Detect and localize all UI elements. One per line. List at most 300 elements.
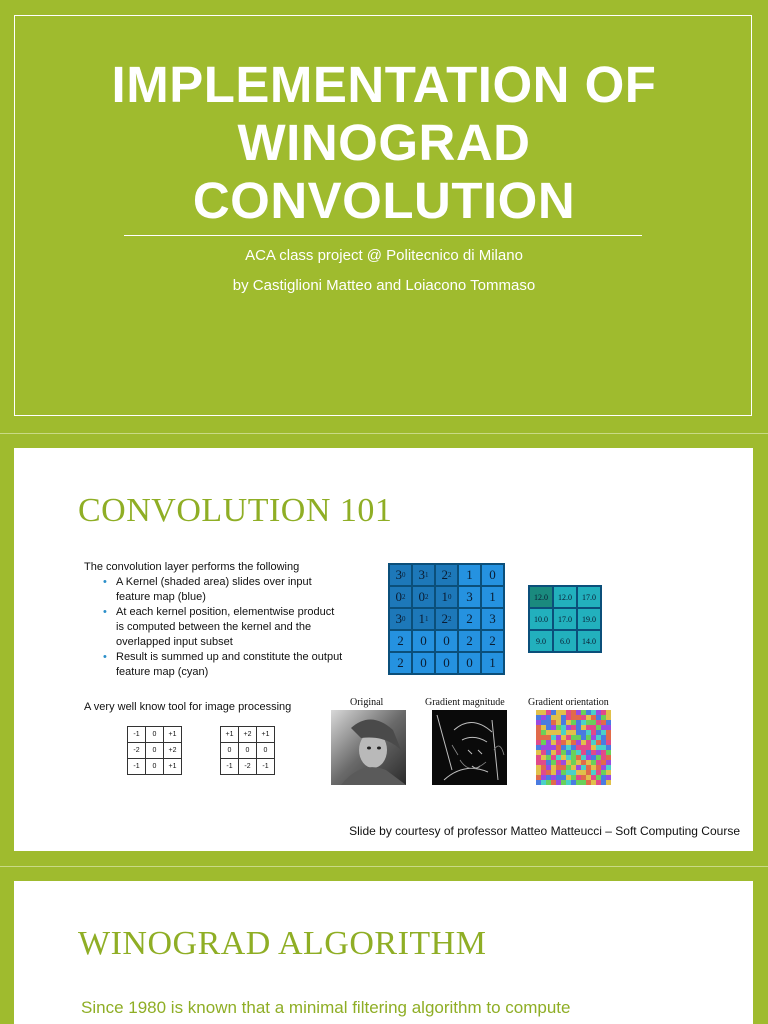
noise-pixel — [591, 715, 596, 720]
input-cell: 3 — [458, 586, 481, 608]
input-cell: 1 0 — [435, 586, 458, 608]
noise-pixel — [551, 780, 556, 785]
noise-pixel — [546, 780, 551, 785]
noise-pixel — [596, 725, 601, 730]
noise-pixel — [606, 775, 611, 780]
noise-pixel — [581, 770, 586, 775]
noise-pixel — [596, 765, 601, 770]
bullet-item: • Result is summed up and constitute the output feature map (cyan) — [116, 650, 344, 680]
noise-pixel — [556, 720, 561, 725]
noise-pixel — [601, 760, 606, 765]
noise-pixel — [571, 770, 576, 775]
noise-pixel — [571, 775, 576, 780]
noise-pixel — [591, 730, 596, 735]
noise-pixel — [601, 730, 606, 735]
input-cell: 0 — [458, 652, 481, 674]
noise-pixel — [591, 720, 596, 725]
noise-pixel — [581, 730, 586, 735]
input-cell: 0 — [481, 564, 504, 586]
input-cell: 0 2 — [412, 586, 435, 608]
noise-pixel — [546, 730, 551, 735]
bullet-item: • A Kernel (shaded area) slides over input feature map (blue) — [116, 575, 344, 605]
noise-pixel — [591, 710, 596, 715]
noise-pixel — [566, 770, 571, 775]
noise-pixel — [541, 725, 546, 730]
noise-pixel — [546, 760, 551, 765]
noise-pixel — [591, 755, 596, 760]
noise-pixel — [581, 760, 586, 765]
noise-pixel — [546, 775, 551, 780]
noise-pixel — [556, 740, 561, 745]
noise-pixel — [551, 765, 556, 770]
noise-pixel — [556, 765, 561, 770]
noise-pixel — [541, 710, 546, 715]
noise-pixel — [561, 770, 566, 775]
input-cell: 2 — [389, 652, 412, 674]
noise-pixel — [576, 780, 581, 785]
noise-pixel — [601, 745, 606, 750]
input-cell: 3 0 — [389, 564, 412, 586]
noise-pixel — [546, 740, 551, 745]
authors: by Castiglioni Matteo and Loiacono Tommaso — [232, 277, 536, 294]
output-cell: 9.0 — [529, 630, 553, 652]
title-line-2: WINOGRAD — [237, 114, 531, 171]
noise-pixel — [596, 770, 601, 775]
noise-pixel — [606, 740, 611, 745]
noise-pixel — [576, 750, 581, 755]
noise-pixel — [571, 750, 576, 755]
noise-pixel — [561, 760, 566, 765]
noise-pixel — [591, 735, 596, 740]
noise-pixel — [571, 755, 576, 760]
input-cell: 2 — [458, 630, 481, 652]
output-cell: 17.0 — [577, 586, 601, 608]
noise-pixel — [546, 765, 551, 770]
kernel-cell: -2 — [239, 759, 257, 775]
noise-pixel — [566, 725, 571, 730]
noise-pixel — [586, 740, 591, 745]
noise-pixel — [571, 760, 576, 765]
output-cell: 14.0 — [577, 630, 601, 652]
noise-pixel — [536, 745, 541, 750]
noise-pixel — [536, 765, 541, 770]
noise-pixel — [601, 755, 606, 760]
noise-pixel — [596, 735, 601, 740]
noise-pixel — [566, 715, 571, 720]
noise-pixel — [576, 710, 581, 715]
noise-pixel — [571, 740, 576, 745]
kernel-cell: -1 — [128, 759, 146, 775]
noise-pixel — [586, 715, 591, 720]
input-cell: 0 — [435, 630, 458, 652]
noise-pixel — [561, 730, 566, 735]
noise-pixel — [546, 710, 551, 715]
caption-gradient-orientation: Gradient orientation — [528, 697, 609, 708]
noise-pixel — [561, 755, 566, 760]
noise-pixel — [591, 765, 596, 770]
noise-pixel — [561, 780, 566, 785]
noise-pixel — [551, 730, 556, 735]
noise-pixel — [566, 775, 571, 780]
noise-pixel — [536, 725, 541, 730]
noise-pixel — [586, 760, 591, 765]
title-divider — [124, 235, 642, 236]
output-cell: 12.0 — [553, 586, 577, 608]
noise-pixel — [596, 750, 601, 755]
noise-pixel — [566, 710, 571, 715]
input-cell: 0 — [412, 652, 435, 674]
noise-pixel — [596, 720, 601, 725]
noise-pixel — [561, 740, 566, 745]
noise-pixel — [591, 745, 596, 750]
noise-pixel — [546, 735, 551, 740]
noise-pixel — [541, 770, 546, 775]
sobel-kernel-x — [127, 726, 182, 775]
noise-pixel — [536, 770, 541, 775]
noise-pixel — [541, 720, 546, 725]
noise-pixel — [536, 715, 541, 720]
noise-pixel — [556, 770, 561, 775]
noise-pixel — [576, 770, 581, 775]
noise-pixel — [556, 730, 561, 735]
noise-pixel — [596, 710, 601, 715]
input-cell: 1 — [481, 652, 504, 674]
original-image — [331, 710, 406, 785]
noise-pixel — [601, 715, 606, 720]
noise-pixel — [596, 740, 601, 745]
input-cell: 3 — [481, 608, 504, 630]
noise-pixel — [541, 780, 546, 785]
noise-pixel — [586, 750, 591, 755]
kernel-cell: 0 — [221, 743, 239, 759]
noise-pixel — [541, 745, 546, 750]
input-cell: 2 — [458, 608, 481, 630]
noise-pixel — [546, 720, 551, 725]
noise-pixel — [561, 775, 566, 780]
noise-pixel — [596, 715, 601, 720]
noise-pixel — [576, 725, 581, 730]
noise-pixel — [601, 720, 606, 725]
kernel-cell: -2 — [128, 743, 146, 759]
convolution-description — [84, 560, 344, 680]
noise-pixel — [551, 775, 556, 780]
noise-pixel — [581, 735, 586, 740]
input-cell: 0 — [412, 630, 435, 652]
noise-pixel — [591, 740, 596, 745]
noise-pixel — [556, 750, 561, 755]
noise-pixel — [566, 760, 571, 765]
kernel-cell: 0 — [146, 759, 164, 775]
noise-pixel — [571, 735, 576, 740]
noise-pixel — [561, 745, 566, 750]
noise-pixel — [551, 760, 556, 765]
noise-pixel — [586, 780, 591, 785]
noise-pixel — [556, 710, 561, 715]
noise-pixel — [581, 775, 586, 780]
noise-pixel — [541, 735, 546, 740]
noise-pixel — [546, 715, 551, 720]
kernel-row — [221, 743, 275, 759]
noise-pixel — [561, 765, 566, 770]
noise-pixel — [586, 735, 591, 740]
noise-pixel — [551, 725, 556, 730]
noise-pixel — [576, 740, 581, 745]
noise-pixel — [551, 755, 556, 760]
kernel-row — [221, 727, 275, 743]
caption-gradient-magnitude: Gradient magnitude — [425, 697, 505, 708]
noise-pixel — [551, 715, 556, 720]
noise-pixel — [551, 750, 556, 755]
noise-pixel — [581, 740, 586, 745]
noise-pixel — [551, 745, 556, 750]
noise-pixel — [586, 720, 591, 725]
noise-pixel — [536, 775, 541, 780]
noise-pixel — [566, 765, 571, 770]
noise-pixel — [601, 735, 606, 740]
noise-pixel — [556, 715, 561, 720]
output-cell: 10.0 — [529, 608, 553, 630]
noise-pixel — [601, 725, 606, 730]
kernel-cell: +1 — [221, 727, 239, 743]
noise-pixel — [586, 775, 591, 780]
noise-pixel — [606, 710, 611, 715]
credit-note: Slide by courtesy of professor Matteo Matteucci – Soft Computing Course — [349, 824, 740, 838]
noise-pixel — [551, 720, 556, 725]
noise-pixel — [576, 775, 581, 780]
input-cell: 2 — [389, 630, 412, 652]
slide-separator — [0, 433, 768, 434]
winograd-slide — [14, 881, 753, 1024]
input-cell: 2 2 — [435, 564, 458, 586]
noise-pixel — [576, 715, 581, 720]
kernel-cell: +1 — [164, 759, 182, 775]
kernel-cell: +1 — [164, 727, 182, 743]
input-cell: 0 — [435, 652, 458, 674]
noise-pixel — [571, 730, 576, 735]
noise-pixel — [586, 755, 591, 760]
kernel-cell: 0 — [239, 743, 257, 759]
noise-pixel — [551, 735, 556, 740]
noise-pixel — [546, 725, 551, 730]
noise-pixel — [576, 735, 581, 740]
input-cell: 1 — [458, 564, 481, 586]
noise-pixel — [606, 730, 611, 735]
slide-heading: CONVOLUTION 101 — [78, 492, 393, 529]
noise-pixel — [576, 765, 581, 770]
noise-pixel — [606, 745, 611, 750]
noise-pixel — [606, 755, 611, 760]
title-line-3: CONVOLUTION — [192, 172, 576, 229]
kernel-cell: -1 — [257, 759, 275, 775]
gradient-orientation-image — [536, 710, 611, 785]
noise-pixel — [581, 765, 586, 770]
noise-pixel — [536, 760, 541, 765]
noise-pixel — [581, 745, 586, 750]
input-feature-map — [388, 563, 505, 675]
noise-pixel — [601, 775, 606, 780]
intro-text: The convolution layer performs the following — [84, 561, 300, 573]
noise-pixel — [581, 780, 586, 785]
noise-pixel — [601, 780, 606, 785]
noise-pixel — [551, 740, 556, 745]
noise-pixel — [581, 755, 586, 760]
noise-pixel — [606, 735, 611, 740]
noise-pixel — [601, 750, 606, 755]
noise-pixel — [541, 715, 546, 720]
noise-pixel — [606, 715, 611, 720]
noise-pixel — [571, 780, 576, 785]
noise-pixel — [591, 725, 596, 730]
slide-heading: WINOGRAD ALGORITHM — [78, 925, 487, 962]
noise-pixel — [591, 780, 596, 785]
noise-pixel — [566, 735, 571, 740]
noise-pixel — [571, 720, 576, 725]
noise-pixel — [571, 725, 576, 730]
noise-pixel — [561, 715, 566, 720]
noise-pixel — [601, 710, 606, 715]
noise-pixel — [536, 710, 541, 715]
input-cell: 2 — [481, 630, 504, 652]
noise-pixel — [586, 770, 591, 775]
noise-pixel — [536, 735, 541, 740]
output-feature-map — [528, 585, 602, 653]
noise-pixel — [581, 720, 586, 725]
noise-pixel — [546, 745, 551, 750]
kernel-row — [221, 759, 275, 775]
noise-pixel — [586, 725, 591, 730]
noise-pixel — [536, 720, 541, 725]
noise-pixel — [606, 770, 611, 775]
noise-pixel — [601, 740, 606, 745]
kernel-row — [128, 743, 182, 759]
noise-pixel — [571, 745, 576, 750]
input-cell: 0 2 — [389, 586, 412, 608]
bullet-item: • At each kernel position, elementwise product is computed between the kernel and the overlapped input subset — [116, 605, 344, 650]
noise-pixel — [591, 775, 596, 780]
noise-pixel — [606, 750, 611, 755]
noise-pixel — [556, 780, 561, 785]
slide-title — [30, 56, 738, 230]
noise-pixel — [581, 715, 586, 720]
noise-pixel — [596, 775, 601, 780]
noise-pixel — [556, 760, 561, 765]
noise-pixel — [566, 720, 571, 725]
noise-pixel — [591, 750, 596, 755]
noise-pixel — [571, 715, 576, 720]
noise-pixel — [606, 725, 611, 730]
input-cell: 3 0 — [389, 608, 412, 630]
noise-pixel — [566, 730, 571, 735]
noise-pixel — [571, 710, 576, 715]
noise-pixel — [556, 735, 561, 740]
noise-pixel — [541, 760, 546, 765]
noise-pixel — [551, 770, 556, 775]
slide-separator — [0, 866, 768, 867]
noise-pixel — [581, 750, 586, 755]
noise-pixel — [571, 765, 576, 770]
noise-pixel — [586, 745, 591, 750]
noise-pixel — [596, 780, 601, 785]
noise-pixel — [541, 750, 546, 755]
subtitle: ACA class project @ Politecnico di Milano — [245, 247, 523, 264]
kernel-cell: 0 — [257, 743, 275, 759]
noise-pixel — [606, 765, 611, 770]
noise-pixel — [581, 710, 586, 715]
noise-pixel — [606, 760, 611, 765]
kernel-row — [128, 759, 182, 775]
slide-body-text: Since 1980 is known that a minimal filtering algorithm to compute — [81, 998, 571, 1017]
noise-pixel — [566, 740, 571, 745]
noise-pixel — [556, 745, 561, 750]
noise-pixel — [556, 775, 561, 780]
kernel-cell: +2 — [239, 727, 257, 743]
noise-pixel — [561, 710, 566, 715]
noise-pixel — [596, 755, 601, 760]
output-cell: 6.0 — [553, 630, 577, 652]
noise-pixel — [586, 765, 591, 770]
output-cell: 12.0 — [529, 586, 553, 608]
noise-pixel — [606, 780, 611, 785]
noise-pixel — [586, 730, 591, 735]
noise-pixel — [576, 755, 581, 760]
kernel-cell: 0 — [146, 743, 164, 759]
noise-pixel — [601, 770, 606, 775]
noise-pixel — [546, 755, 551, 760]
bullet-list — [84, 575, 344, 680]
title-slide — [0, 0, 768, 432]
noise-pixel — [541, 765, 546, 770]
noise-pixel — [596, 745, 601, 750]
noise-pixel — [596, 760, 601, 765]
noise-pixel — [566, 755, 571, 760]
output-cell: 19.0 — [577, 608, 601, 630]
kernel-cell: +1 — [257, 727, 275, 743]
gradient-magnitude-image — [432, 710, 507, 785]
noise-pixel — [586, 710, 591, 715]
sobel-kernel-y — [220, 726, 275, 775]
noise-pixel — [556, 755, 561, 760]
title-line-1: IMPLEMENTATION OF — [111, 56, 657, 113]
input-cell: 1 1 — [412, 608, 435, 630]
noise-pixel — [581, 725, 586, 730]
kernel-cell: -1 — [221, 759, 239, 775]
noise-pixel — [566, 750, 571, 755]
noise-pixel — [561, 720, 566, 725]
noise-pixel — [576, 760, 581, 765]
output-cell: 17.0 — [553, 608, 577, 630]
convolution-slide — [14, 448, 753, 851]
noise-pixel — [541, 730, 546, 735]
noise-pixel — [576, 720, 581, 725]
noise-pixel — [546, 770, 551, 775]
noise-pixel — [536, 730, 541, 735]
noise-pixel — [591, 760, 596, 765]
noise-pixel — [576, 745, 581, 750]
noise-pixel — [536, 750, 541, 755]
kernel-cell: +2 — [164, 743, 182, 759]
input-cell: 3 1 — [412, 564, 435, 586]
noise-pixel — [606, 720, 611, 725]
input-cell: 1 — [481, 586, 504, 608]
noise-pixel — [566, 780, 571, 785]
noise-pixel — [546, 750, 551, 755]
noise-pixel — [566, 745, 571, 750]
noise-pixel — [561, 735, 566, 740]
noise-pixel — [596, 730, 601, 735]
noise-pixel — [541, 740, 546, 745]
kernel-row — [128, 727, 182, 743]
noise-pixel — [556, 725, 561, 730]
